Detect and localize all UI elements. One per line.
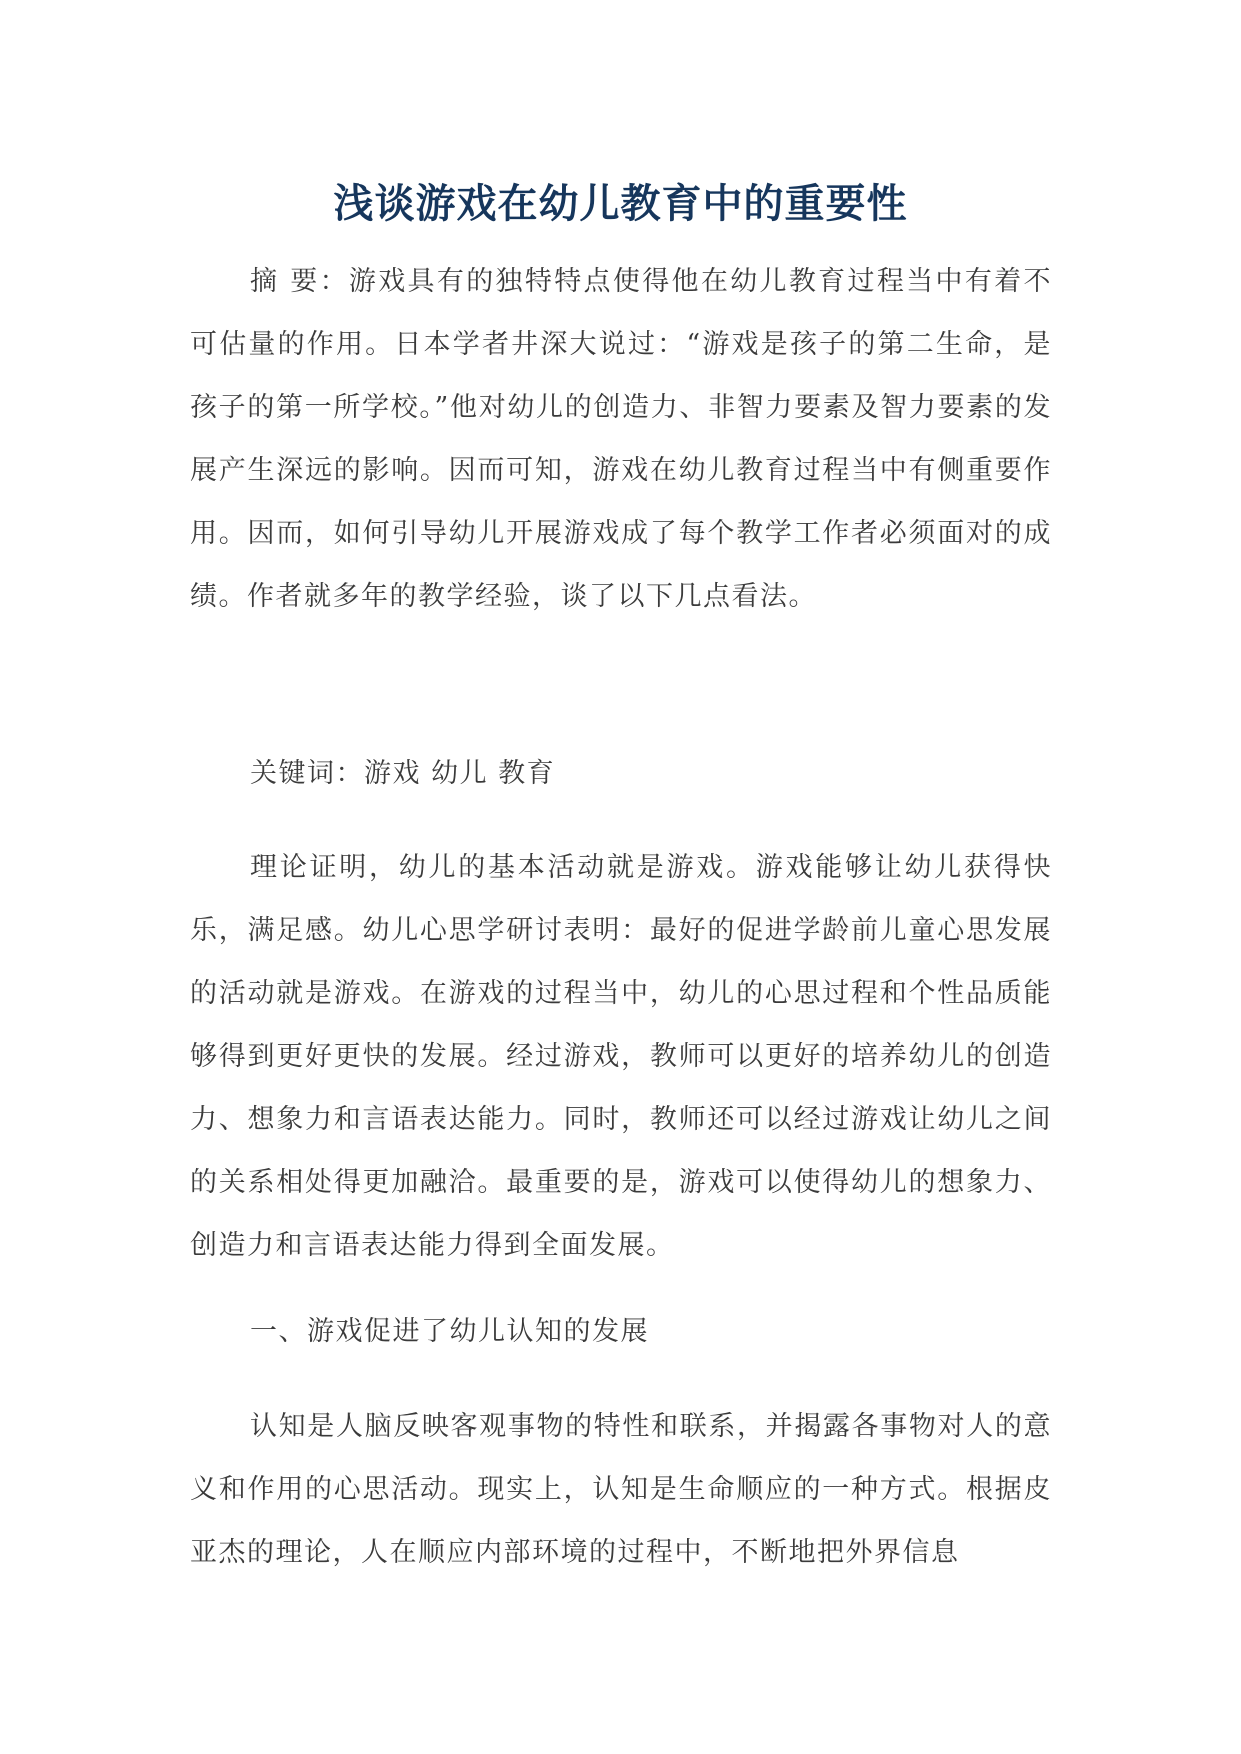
intro-paragraph: 理论证明，幼儿的基本活动就是游戏。游戏能够让幼儿获得快乐，满足感。幼儿心思学研讨表明：最好的促进学龄前儿童心思发展的活动就是游戏。在游戏的过程当中，幼儿的心思过程和个性品质能够得到更好更快的发展。经过游戏，教师可以更好的培养幼儿的创造力、想象力和言语表达能力。同时，教师还可以经过游戏让幼儿之间的关系相处得更加融洽。最重要的是，游戏可以使得幼儿的想象力、创造力和言语表达能力得到全面发展。 [190,852,1052,1261]
document-title: 浅谈游戏在幼儿教育中的重要性 [333,181,908,227]
section-heading-1: 一、游戏促进了幼儿认知的发展 [250,1316,649,1347]
keywords-line: 关键词：游戏 幼儿 教育 [250,758,556,789]
abstract-paragraph: 摘 要：游戏具有的独特特点使得他在幼儿教育过程当中有着不可估量的作用。日本学者井深大说过：“游戏是孩子的第二生命，是孩子的第一所学校。”他对幼儿的创造力、非智力要素及智力要素的发展产生深远的影响。因而可知，游戏在幼儿教育过程当中有侧重要作用。因而，如何引导幼儿开展游戏成了每个教学工作者必须面对的成绩。作者就多年的教学经验，谈了以下几点看法。 [190,266,1052,612]
section-1-paragraph: 认知是人脑反映客观事物的特性和联系，并揭露各事物对人的意义和作用的心思活动。现实上，认知是生命顺应的一种方式。根据皮亚杰的理论，人在顺应内部环境的过程中，不断地把外界信息 [190,1411,1052,1568]
